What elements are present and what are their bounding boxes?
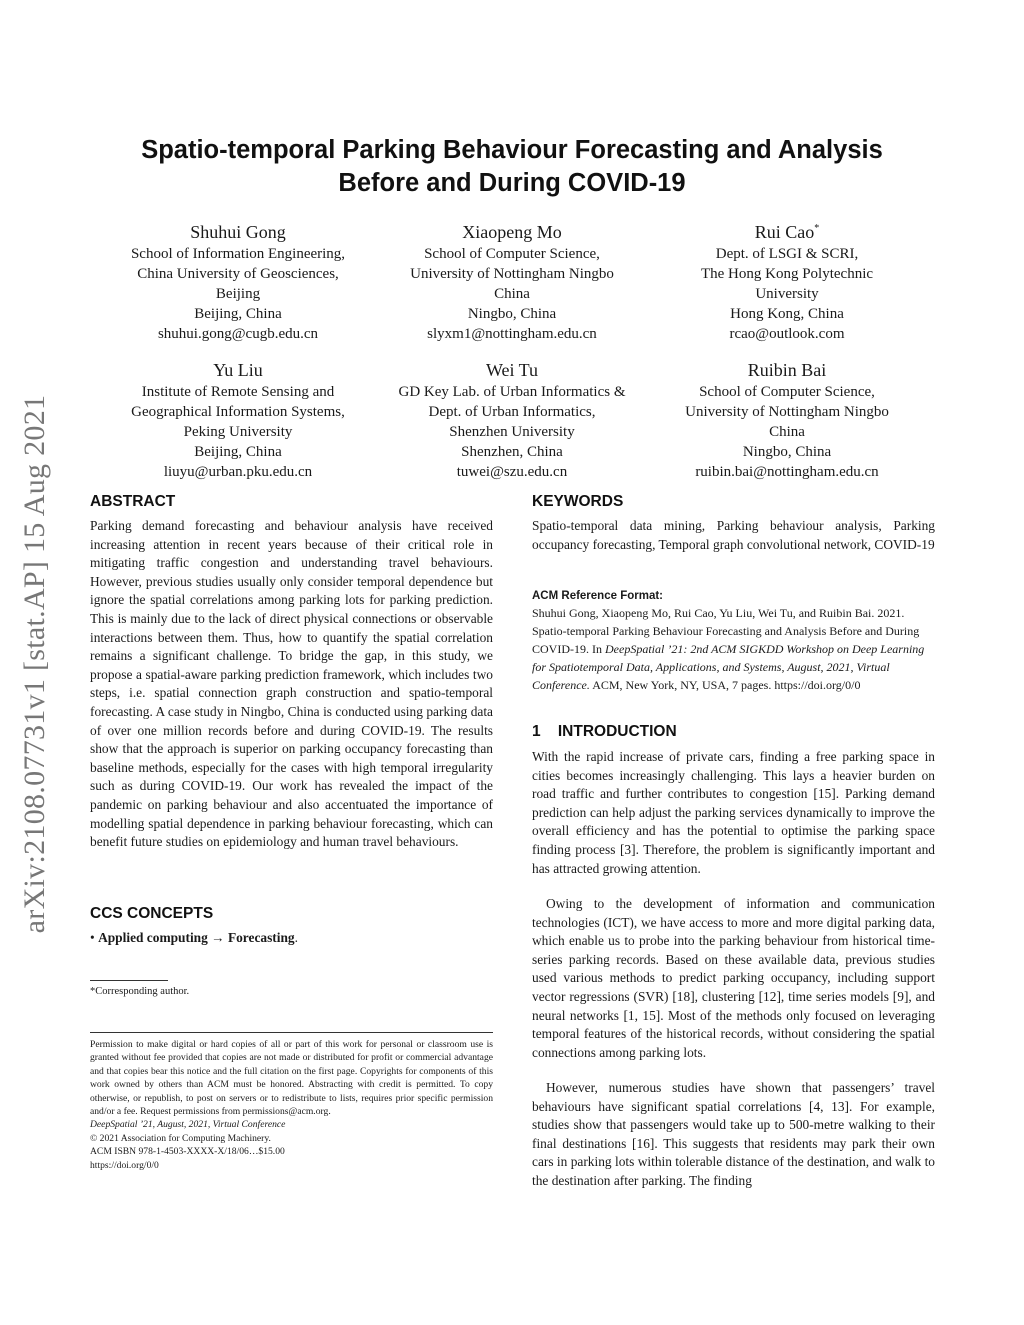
author-affiliation: The Hong Kong Polytechnic	[700, 266, 874, 282]
author-affiliation: University of Nottingham Ningbo	[410, 266, 614, 282]
copyright-line: © 2021 Association for Computing Machinery.	[90, 1132, 271, 1144]
abstract-text: Parking demand forecasting and behaviour analysis have received increasing attention in recent years because of their critical role in mitigating traffic congestion and understanding travel behaviours. However, previous studies usually only consider temporal dependence but ignore the spatial correlations among parking lots for parking prediction. This is mainly due to the lack of direct physical connections or observable interactions between them. Thus, how to quantify the spatial correlation remains a significant challenge. To bridge the gap, in this study, we propose a spatial-aware parking prediction framework, which includes two steps, i.e. spatial connection graph construction and spatio-temporal forecasting. A case study in Ningbo, China is conducted using parking data of over one million records before and during COVID-19. The results show that the approach is superior on parking occupancy forecasting than baseline methods, especially for the cases with high temporal irregularity such as during COVID-19. Our work has revealed the impact of the pandemic on parking behaviour and also accentuated the importance of modelling spatial dependence in parking behaviour forecasting, which can benefit future studies on epidemiology and human travel behaviours.	[90, 518, 493, 850]
author-affiliation: School of Information Engineering,	[130, 246, 346, 262]
author-name	[637, 220, 937, 244]
intro-paragraph-1: With the rapid increase of private cars, finding a free parking space in cities becomes increasingly challenging. This lays a heavier burden on road traffic and further contributes to congestion [15]. Parking demand prediction can help adjust the parking services dynamically to improve the overall efficiency and has the potential to optimise the parking space finding process [3]. Therefore, the problem is significantly important and has attracted growing attention.	[532, 749, 935, 876]
author-block	[362, 358, 662, 482]
author-affiliation: Geographical Information Systems,	[131, 404, 345, 420]
conference-line: DeepSpatial ’21, August, 2021, Virtual Conference	[90, 1119, 286, 1131]
author-affiliation: Dept. of LSGI & SCRI,	[715, 246, 859, 262]
author-name: Yu Liu	[213, 360, 263, 380]
author-affiliation: Institute of Remote Sensing and	[141, 384, 335, 400]
author-affiliation: University	[755, 286, 819, 302]
author-block	[88, 358, 388, 482]
ccs-concept	[90, 930, 298, 946]
title-line-2: Before and During COVID-19	[338, 169, 686, 197]
author-block	[362, 220, 662, 344]
bullet: •	[90, 930, 95, 945]
paper-title	[100, 134, 924, 200]
author-affiliation: Beijing	[215, 286, 261, 302]
author-block	[637, 220, 937, 344]
corresponding-mark: *	[814, 223, 820, 234]
author-block	[637, 358, 937, 482]
author-affiliation: China	[494, 286, 530, 302]
arrow: →	[211, 930, 225, 945]
ccs-period: .	[294, 930, 298, 945]
acm-ref-venue: DeepSpatial ’21: 2nd ACM SIGKDD Workshop on Deep Learning for Spatiotemporal Data, Applications, and Systems, August, 2021, Virtual Conference.	[532, 642, 925, 692]
author-affiliation: China	[769, 424, 805, 440]
author-location: Beijing, China	[194, 306, 282, 322]
author-name: Shuhui Gong	[190, 222, 286, 242]
author-affiliation: China University of Geosciences,	[137, 266, 339, 282]
ccs-item: Applied computing	[98, 930, 208, 945]
author-location: Beijing, China	[194, 444, 282, 460]
abstract-heading: ABSTRACT	[90, 493, 176, 510]
acm-ref-authors: Shuhui Gong, Xiaopeng Mo, Rui Cao, Yu Liu, Wei Tu, and Ruibin Bai. 2021. Spatio-temporal Parking Behaviour Forecasting and Analysis Before and During COVID-19. In	[532, 606, 920, 656]
permission-text: Permission to make digital or hard copies of all or part of this work for personal or classroom use is granted without fee provided that copies are not made or distributed for profit or commercial advantage and that copies bear this notice and the full citation on the first page. Copyrights for components of this work owned by others than ACM must be honored. Abstracting with credit is permitted. To copy otherwise, or republish, to post on servers or to redistribute to lists, requires prior specific permission and/or a fee. Request permissions from permissions@acm.org.	[90, 1039, 493, 1118]
acm-ref-tail: ACM, New York, NY, USA, 7 pages. https://doi.org/0/0	[589, 678, 861, 692]
isbn-line: ACM ISBN 978-1-4503-XXXX-X/18/06…$15.00	[90, 1146, 285, 1158]
author-email: liuyu@urban.pku.edu.cn	[163, 464, 313, 480]
permission-rule	[90, 1032, 493, 1033]
footnote: *Corresponding author.	[90, 986, 190, 997]
author-location: Shenzhen, China	[461, 444, 563, 460]
author-location: Ningbo, China	[467, 306, 557, 322]
acm-ref-body	[532, 604, 935, 694]
arxiv-identifier: arXiv:2108.07731v1 [stat.AP] 15 Aug 2021	[18, 394, 51, 934]
author-name-text: Rui Cao	[754, 222, 815, 242]
author-email: shuhui.gong@cugb.edu.cn	[157, 326, 319, 342]
doi-line: https://doi.org/0/0	[90, 1159, 159, 1171]
author-affiliation: University of Nottingham Ningbo	[685, 404, 889, 420]
intro-paragraph-2: Owing to the development of information and communication technologies (ICT), we have access to more and more digital parking data, which enable us to probe into the parking behaviour from historical time-series parking records. Based on these available data, previous studies used various methods to predict parking occupancy, including support vector regressions (SVR) [18], clustering [12], time series models [9], and neural networks [1, 15]. Most of the methods only focused on leveraging temporal features of the historical records, without considering the spatial connections among parking lots.	[532, 896, 935, 1060]
intro-paragraph-3: However, numerous studies have shown that passengers’ travel behaviours have significant spatial correlations [4, 13]. For example, studies show that passengers would take up to 500-metre walking to their final destinations [16]. This suggests that residents may park their own cars in parking lots within tolerable distance of the destination, and walk to the destination after parking. The finding	[532, 1080, 935, 1188]
author-block	[88, 220, 388, 344]
author-email: ruibin.bai@nottingham.edu.cn	[695, 464, 879, 480]
ccs-subitem: Forecasting	[227, 930, 295, 945]
author-email: slyxm1@nottingham.edu.cn	[427, 326, 597, 342]
author-email: rcao@outlook.com	[729, 326, 845, 342]
permission-block	[90, 1038, 493, 1172]
author-name: Xiaopeng Mo	[462, 222, 562, 242]
author-affiliation: GD Key Lab. of Urban Informatics &	[398, 384, 626, 400]
author-email: tuwei@szu.edu.cn	[456, 464, 568, 480]
author-affiliation: Shenzhen University	[449, 424, 575, 440]
author-location: Ningbo, China	[742, 444, 832, 460]
author-name: Ruibin Bai	[747, 360, 827, 380]
keywords-heading: KEYWORDS	[532, 493, 624, 510]
acm-ref-heading: ACM Reference Format:	[532, 590, 663, 602]
keywords-text: Spatio-temporal data mining, Parking behaviour analysis, Parking occupancy forecasting, Temporal graph convolutional network, COVID-19	[532, 518, 935, 552]
footnote-rule	[90, 980, 168, 981]
ccs-heading: CCS CONCEPTS	[90, 905, 214, 922]
title-line-1: Spatio-temporal Parking Behaviour Forecasting and Analysis	[141, 136, 883, 164]
author-affiliation: School of Computer Science,	[424, 246, 600, 262]
author-affiliation: Peking University	[183, 424, 293, 440]
author-name: Wei Tu	[485, 360, 539, 380]
author-location: Hong Kong, China	[730, 306, 844, 322]
author-affiliation: School of Computer Science,	[699, 384, 875, 400]
intro-heading: 1 INTRODUCTION	[532, 723, 677, 740]
author-affiliation: Dept. of Urban Informatics,	[428, 404, 596, 420]
